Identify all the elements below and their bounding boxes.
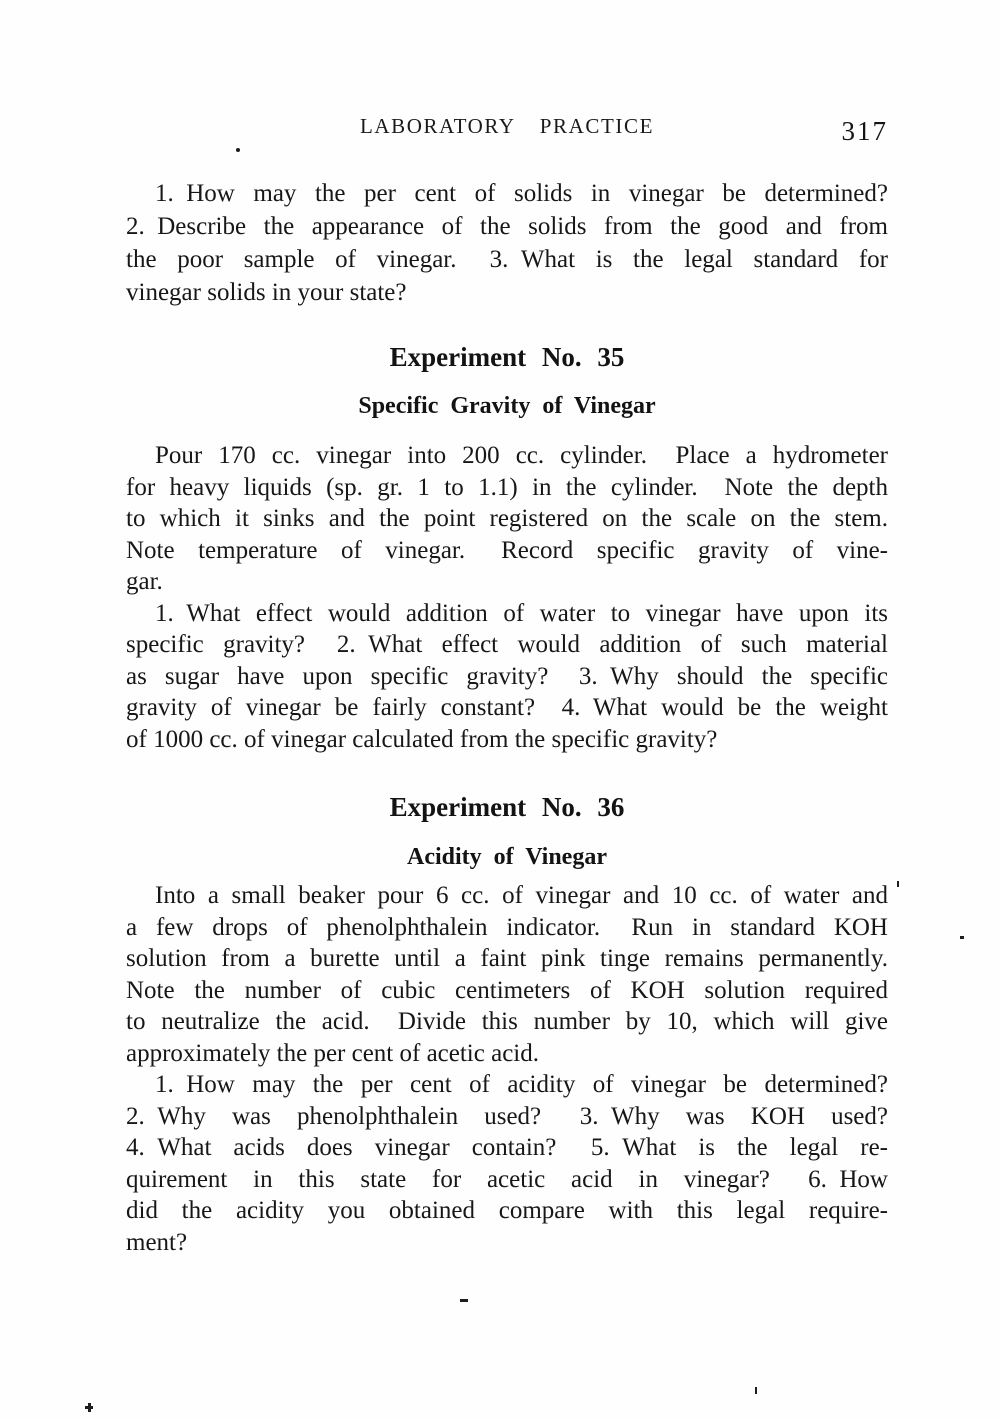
scan-speck (88, 1403, 91, 1412)
text-line: gravity of vinegar be fairly constant? 4. What would be the weight (126, 694, 888, 721)
text-line: ment? (126, 1228, 188, 1256)
text-line: Note temperature of vinegar. Record specific gravity of vine- (126, 536, 888, 564)
text-line: gar. (126, 568, 163, 595)
text-line: as sugar have upon specific gravity? 3. Why should the specific (126, 662, 888, 690)
text-line: 1. How may the per cent of acidity of vinegar be determined? (155, 1071, 888, 1098)
page-header (126, 110, 888, 154)
text-line: 4. What acids does vinegar contain? 5. What is the legal re- (126, 1134, 888, 1161)
text-line: for heavy liquids (sp. gr. 1 to 1.1) in the cylinder. Note the depth (126, 473, 888, 501)
text-line: vinegar solids in your state? (126, 279, 407, 306)
experiment-36-subheading: Acidity of Vinegar (407, 844, 607, 870)
scan-speck (755, 1387, 757, 1394)
experiment-35-subheading: Specific Gravity of Vinegar (358, 393, 656, 419)
text-line: to neutralize the acid. Divide this number by 10, which will give (126, 1008, 888, 1035)
experiment-35-body (126, 440, 888, 755)
scan-speck (236, 148, 240, 152)
text-line: Note the number of cubic centimeters of KOH solution required (126, 976, 888, 1004)
scan-speck (460, 1299, 468, 1302)
text-line: Pour 170 cc. vinegar into 200 cc. cylinder. Place a hydrometer (155, 442, 888, 469)
experiment-36-heading: Experiment No. 36 (389, 792, 625, 822)
experiment-36-body (126, 880, 888, 1258)
text-line: a few drops of phenolphthalein indicator. Run in standard KOH (126, 913, 888, 941)
page-number: 317 (841, 116, 888, 146)
text-line: quirement in this state for acetic acid in vinegar? 6. How (126, 1165, 888, 1193)
text-line: the poor sample of vinegar. 3. What is the legal standard for (126, 246, 888, 273)
intro-questions-paragraph (126, 177, 888, 309)
running-title: LABORATORY PRACTICE (359, 114, 655, 138)
text-line: 1. What effect would addition of water to vinegar have upon its (155, 599, 888, 627)
text-line: 1. How may the per cent of solids in vinegar be determined? (155, 180, 888, 207)
text-line: 2. Describe the appearance of the solids from the good and from (126, 213, 888, 240)
text-line: of 1000 cc. of vinegar calculated from the specific gravity? (126, 725, 718, 753)
text-line: solution from a burette until a faint pink tinge remains permanently. (126, 945, 888, 972)
text-line: specific gravity? 2. What effect would addition of such material (126, 631, 888, 658)
text-line: to which it sinks and the point registered on the scale on the stem. (126, 505, 888, 532)
experiment-35-heading: Experiment No. 35 (389, 342, 625, 372)
text-line: Into a small beaker pour 6 cc. of vinegar and 10 cc. of water and (155, 882, 888, 909)
scan-speck (897, 881, 899, 887)
text-line: 2. Why was phenolphthalein used? 3. Why was KOH used? (126, 1102, 888, 1130)
scan-speck (960, 936, 964, 939)
text-line: did the acidity you obtained compare with this legal require- (126, 1197, 888, 1224)
text-line: approximately the per cent of acetic acid. (126, 1039, 539, 1067)
